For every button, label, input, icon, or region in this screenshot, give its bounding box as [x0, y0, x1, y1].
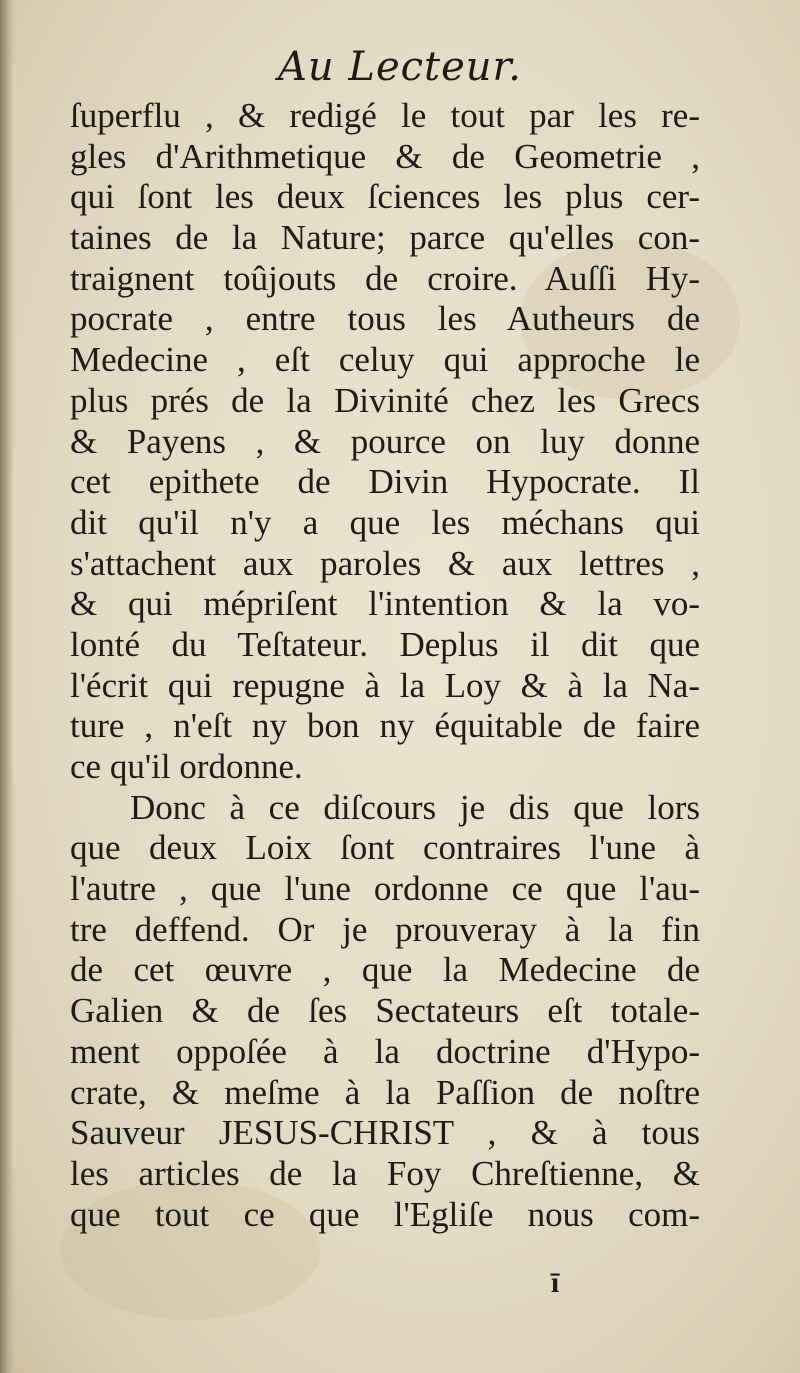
- text-line: de cet œuvre , que la Medecine de: [70, 950, 700, 990]
- text-line: & qui mépriſent l'intention & la vo-: [70, 584, 700, 624]
- signature-mark: ī: [550, 1266, 560, 1299]
- text-line: ſuperflu , & redigé le tout par les re-: [70, 96, 700, 135]
- text-line: Galien & de ſes Sectateurs eſt totale-: [70, 991, 700, 1031]
- text-line: Sauveur JESUS-CHRIST , & à tous: [70, 1113, 700, 1153]
- running-head: Au Lecteur.: [278, 44, 522, 90]
- paragraph-end-line: ce qu'il ordonne.: [70, 747, 303, 786]
- text-line: s'attachent aux paroles & aux lettres ,: [70, 543, 700, 583]
- text-line: les articles de la Foy Chreſtienne, &: [70, 1153, 700, 1193]
- text-line: traignent toûjouts de croire. Auſſi Hy-: [70, 258, 700, 298]
- text-line: tre deffend. Or je prouveray à la fin: [70, 909, 700, 949]
- text-line: cet epithete de Divin Hypocrate. Il: [70, 462, 700, 502]
- text-line: gles d'Arithmetique & de Geometrie ,: [70, 136, 700, 176]
- body-text: [70, 96, 700, 1235]
- text-line: ture , n'eſt ny bon ny équitable de faire: [70, 706, 700, 746]
- page-gutter-shadow: [0, 0, 14, 1373]
- text-line: pocrate , entre tous les Autheurs de: [70, 299, 700, 339]
- text-line: l'écrit qui repugne à la Loy & à la Na-: [70, 665, 700, 705]
- text-line: que tout ce que l'Egliſe nous com-: [70, 1194, 700, 1234]
- text-line: Medecine , eſt celuy qui approche le: [70, 340, 700, 380]
- text-line: l'autre , que l'une ordonne ce que l'au-: [70, 869, 700, 909]
- text-line: crate, & meſme à la Paſſion de noſtre: [70, 1072, 700, 1112]
- paragraph-start-line: Donc à ce diſcours je dis que lors: [130, 787, 700, 827]
- text-line: plus prés de la Divinité chez les Grecs: [70, 380, 700, 420]
- text-line: ment oppoſée à la doctrine d'Hypo-: [70, 1031, 700, 1071]
- text-line: taines de la Nature; parce qu'elles con-: [70, 218, 700, 258]
- text-line: que deux Loix ſont contraires l'une à: [70, 828, 700, 868]
- text-line: dit qu'il n'y a que les méchans qui: [70, 502, 700, 542]
- text-line: & Payens , & pource on luy donne: [70, 421, 700, 461]
- text-line: qui ſont les deux ſciences les plus cer-: [70, 177, 700, 217]
- text-line: lonté du Teſtateur. Deplus il dit que: [70, 624, 700, 664]
